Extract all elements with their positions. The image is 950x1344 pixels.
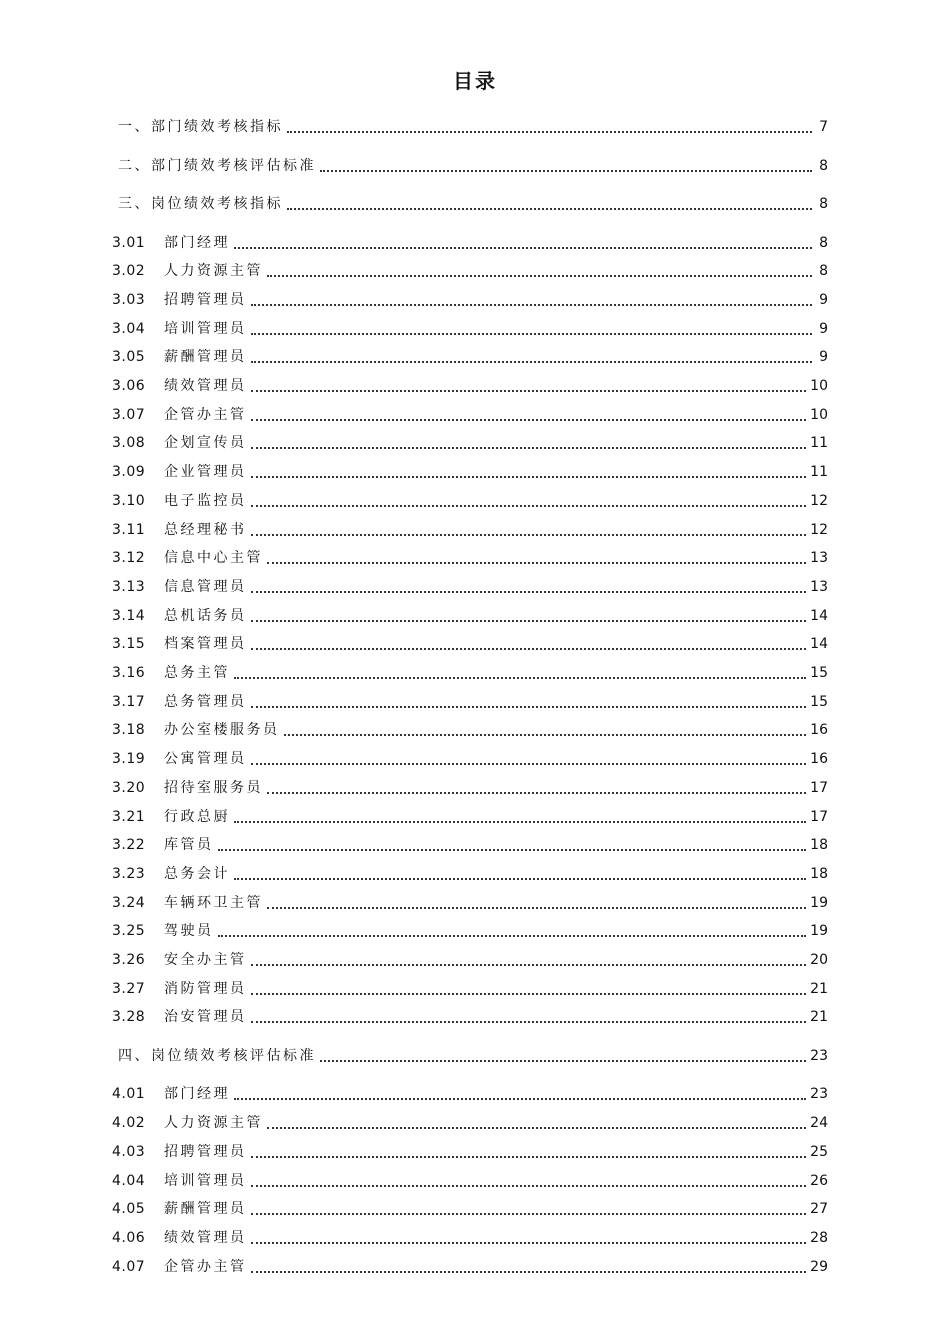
toc-entry-number: 3.02 bbox=[112, 263, 146, 280]
toc-entry-page-number: 10 bbox=[810, 378, 828, 394]
toc-entry-number: 3.21 bbox=[112, 808, 146, 825]
toc-entry-number: 4.02 bbox=[112, 1115, 146, 1132]
toc-entry[interactable] bbox=[112, 519, 828, 541]
toc-entry[interactable] bbox=[112, 346, 828, 368]
toc-entry[interactable] bbox=[112, 605, 828, 627]
dot-leader bbox=[251, 419, 807, 421]
toc-entry[interactable] bbox=[112, 1006, 828, 1028]
toc-entry-number: 3.28 bbox=[112, 1009, 146, 1026]
toc-entry-number: 4.03 bbox=[112, 1143, 146, 1160]
toc-entry[interactable] bbox=[112, 633, 828, 655]
toc-entry-label: 消防管理员 bbox=[164, 980, 247, 997]
toc-entry-label: 绩效管理员 bbox=[164, 1229, 247, 1246]
toc-entry-label: 办公室楼服务员 bbox=[164, 722, 280, 739]
toc-entry-page-number: 19 bbox=[810, 894, 828, 911]
toc-entry-label: 公寓管理员 bbox=[164, 751, 247, 768]
toc-entry-label: 企管办主管 bbox=[164, 1258, 247, 1275]
toc-entry-label: 企管办主管 bbox=[164, 406, 247, 423]
toc-entry-number: 3.05 bbox=[112, 349, 146, 366]
dot-leader bbox=[251, 620, 807, 622]
dot-leader bbox=[251, 1242, 807, 1244]
dot-leader bbox=[320, 170, 812, 172]
toc-entry-page-number: 23 bbox=[810, 1047, 828, 1064]
dot-leader bbox=[234, 247, 812, 249]
toc-entry[interactable] bbox=[112, 547, 828, 569]
toc-entry[interactable] bbox=[112, 719, 828, 741]
toc-entry-label: 安全办主管 bbox=[164, 952, 247, 968]
toc-entry-label: 驾驶员 bbox=[164, 923, 214, 940]
toc-entry[interactable] bbox=[112, 432, 828, 454]
toc-entry-page-number: 29 bbox=[810, 1258, 828, 1275]
toc-entry-page-number: 16 bbox=[810, 722, 828, 739]
toc-entry-label: 企划宣传员 bbox=[164, 435, 247, 452]
toc-entry-number: 3.16 bbox=[112, 665, 146, 681]
toc-entry-page-number: 13 bbox=[810, 550, 828, 567]
toc-entry-page-number: 13 bbox=[810, 578, 828, 595]
toc-entry-page-number: 25 bbox=[810, 1143, 828, 1160]
toc-entry-page-number: 12 bbox=[810, 521, 828, 538]
dot-leader bbox=[251, 1185, 807, 1187]
toc-entry-page-number: 16 bbox=[810, 751, 828, 768]
toc-entry-number: 3.06 bbox=[112, 378, 146, 394]
toc-entry[interactable] bbox=[112, 834, 828, 856]
dot-leader bbox=[251, 993, 807, 995]
dot-leader bbox=[234, 1098, 806, 1100]
dot-leader bbox=[267, 1127, 806, 1129]
toc-entry-label: 企业管理员 bbox=[164, 464, 247, 481]
toc-entry-label: 总务主管 bbox=[164, 665, 230, 681]
toc-entry[interactable] bbox=[112, 1256, 828, 1278]
toc-entry-label: 电子监控员 bbox=[164, 492, 247, 509]
toc-entry-label: 薪酬管理员 bbox=[164, 1201, 247, 1218]
toc-entry-label: 库管员 bbox=[164, 837, 214, 854]
toc-entry-page-number: 11 bbox=[810, 464, 828, 481]
toc-entry-number: 3.11 bbox=[112, 521, 146, 538]
toc-entry[interactable] bbox=[112, 260, 828, 282]
toc-section-entry[interactable] bbox=[118, 116, 828, 138]
toc-entry-label: 总务会计 bbox=[164, 865, 230, 882]
toc-entry[interactable] bbox=[112, 461, 828, 483]
dot-leader bbox=[251, 1213, 807, 1215]
toc-entry-page-number: 23 bbox=[810, 1086, 828, 1103]
toc-entry-number: 3.12 bbox=[112, 550, 146, 567]
toc-entry-number: 3.08 bbox=[112, 435, 146, 452]
toc-entry-label: 总务管理员 bbox=[164, 693, 247, 710]
toc-entry-number: 3.24 bbox=[112, 894, 146, 911]
toc-entry-number: 3.17 bbox=[112, 693, 146, 710]
toc-entry-page-number: 8 bbox=[819, 196, 828, 212]
toc-entry[interactable] bbox=[112, 576, 828, 598]
dot-leader bbox=[234, 821, 806, 823]
dot-leader bbox=[251, 534, 807, 536]
toc-section-entry[interactable] bbox=[118, 193, 828, 215]
toc-entry-page-number: 20 bbox=[810, 952, 828, 968]
toc-entry-page-number: 9 bbox=[819, 291, 828, 308]
toc-entry-number: 4.05 bbox=[112, 1201, 146, 1218]
toc-entry-number: 3.03 bbox=[112, 291, 146, 308]
toc-entry-number: 3.25 bbox=[112, 923, 146, 940]
toc-entry-label: 车辆环卫主管 bbox=[164, 894, 263, 911]
dot-leader bbox=[251, 648, 807, 650]
toc-entry-label: 薪酬管理员 bbox=[164, 349, 247, 366]
toc-entry-page-number: 15 bbox=[810, 665, 828, 681]
dot-leader bbox=[251, 964, 807, 966]
dot-leader bbox=[251, 505, 807, 507]
toc-entry[interactable] bbox=[112, 1141, 828, 1163]
toc-entry[interactable] bbox=[112, 232, 828, 254]
toc-entry-label: 四、岗位绩效考核评估标准 bbox=[118, 1047, 316, 1064]
toc-entry-page-number: 14 bbox=[810, 607, 828, 624]
toc-entry[interactable] bbox=[112, 318, 828, 340]
toc-entry-label: 信息中心主管 bbox=[164, 550, 263, 567]
dot-leader bbox=[251, 1271, 807, 1273]
toc-entry-page-number: 10 bbox=[810, 406, 828, 423]
toc-entry-page-number: 15 bbox=[810, 693, 828, 710]
dot-leader bbox=[287, 208, 812, 210]
toc-entry-number: 3.10 bbox=[112, 492, 146, 509]
toc-entry-number: 4.07 bbox=[112, 1258, 146, 1275]
toc-entry-label: 招聘管理员 bbox=[164, 1143, 247, 1160]
toc-entry[interactable] bbox=[112, 289, 828, 311]
toc-entry-page-number: 28 bbox=[810, 1229, 828, 1246]
toc-entry-page-number: 8 bbox=[819, 157, 828, 174]
toc-entry-number: 4.01 bbox=[112, 1086, 146, 1103]
dot-leader bbox=[251, 591, 807, 593]
toc-entry-label: 一、部门绩效考核指标 bbox=[118, 119, 283, 135]
toc-entry[interactable] bbox=[112, 1112, 828, 1134]
toc-entry-page-number: 18 bbox=[810, 865, 828, 882]
toc-entry[interactable] bbox=[112, 1083, 828, 1105]
toc-entry[interactable] bbox=[112, 1170, 828, 1192]
toc-entry[interactable] bbox=[112, 920, 828, 942]
toc-entry-label: 培训管理员 bbox=[164, 320, 247, 337]
toc-entry-label: 行政总厨 bbox=[164, 808, 230, 825]
dot-leader bbox=[267, 275, 812, 277]
toc-entry[interactable] bbox=[112, 748, 828, 770]
dot-leader bbox=[320, 1060, 806, 1062]
dot-leader bbox=[251, 706, 807, 708]
toc-entry[interactable] bbox=[112, 806, 828, 828]
dot-leader bbox=[267, 562, 806, 564]
toc-entry-page-number: 24 bbox=[810, 1115, 828, 1132]
dot-leader bbox=[234, 677, 806, 679]
toc-entry-page-number: 21 bbox=[810, 1009, 828, 1026]
dot-leader bbox=[267, 907, 806, 909]
toc-entry[interactable] bbox=[112, 662, 828, 684]
toc-entry-number: 3.20 bbox=[112, 779, 146, 796]
toc-entry-number: 3.01 bbox=[112, 234, 146, 251]
dot-leader bbox=[287, 131, 812, 133]
toc-entry-page-number: 21 bbox=[810, 980, 828, 997]
toc-entry-page-number: 9 bbox=[819, 320, 828, 337]
toc-entry-label: 部门经理 bbox=[164, 234, 230, 251]
toc-entry[interactable] bbox=[112, 777, 828, 799]
dot-leader bbox=[251, 447, 807, 449]
toc-entry-label: 三、岗位绩效考核指标 bbox=[118, 196, 283, 212]
toc-entry-page-number: 8 bbox=[819, 234, 828, 251]
toc-entry-page-number: 26 bbox=[810, 1172, 828, 1189]
toc-entry[interactable] bbox=[112, 691, 828, 713]
dot-leader bbox=[284, 734, 807, 736]
toc-entry-page-number: 17 bbox=[810, 779, 828, 796]
toc-entry-page-number: 17 bbox=[810, 808, 828, 825]
toc-entry-page-number: 14 bbox=[810, 636, 828, 653]
toc-entry-number: 3.19 bbox=[112, 751, 146, 768]
toc-entry-number: 3.09 bbox=[112, 464, 146, 481]
toc-entry-page-number: 7 bbox=[819, 119, 828, 135]
toc-entry-label: 总经理秘书 bbox=[164, 521, 247, 538]
dot-leader bbox=[251, 304, 813, 306]
dot-leader bbox=[267, 792, 806, 794]
toc-entry-page-number: 18 bbox=[810, 837, 828, 854]
toc-entry-page-number: 9 bbox=[819, 349, 828, 366]
toc-entry-label: 部门经理 bbox=[164, 1086, 230, 1103]
toc-entry-label: 总机话务员 bbox=[164, 607, 247, 624]
toc-entry[interactable] bbox=[112, 978, 828, 1000]
toc-entry-page-number: 27 bbox=[810, 1201, 828, 1218]
toc-entry[interactable] bbox=[112, 490, 828, 512]
toc-entry[interactable] bbox=[112, 404, 828, 426]
toc-entry-number: 3.23 bbox=[112, 865, 146, 882]
toc-entry-page-number: 11 bbox=[810, 435, 828, 452]
dot-leader bbox=[251, 476, 807, 478]
toc-entry[interactable] bbox=[112, 1227, 828, 1249]
toc-entry-number: 4.04 bbox=[112, 1172, 146, 1189]
toc-entry-number: 3.27 bbox=[112, 980, 146, 997]
toc-entry-number: 3.22 bbox=[112, 837, 146, 854]
toc-entry-label: 绩效管理员 bbox=[164, 378, 247, 394]
dot-leader bbox=[251, 361, 813, 363]
toc-entry-label: 信息管理员 bbox=[164, 578, 247, 595]
dot-leader bbox=[234, 878, 806, 880]
toc-entry-label: 招待室服务员 bbox=[164, 779, 263, 796]
toc-entry-label: 档案管理员 bbox=[164, 636, 247, 653]
toc-entry-label: 人力资源主管 bbox=[164, 1115, 263, 1132]
dot-leader bbox=[251, 1156, 807, 1158]
toc-entry-label: 二、部门绩效考核评估标准 bbox=[118, 157, 316, 174]
dot-leader bbox=[251, 333, 813, 335]
toc-entry[interactable] bbox=[112, 892, 828, 914]
toc-entry-number: 3.15 bbox=[112, 636, 146, 653]
toc-entry-number: 3.26 bbox=[112, 952, 146, 968]
toc-entry-page-number: 19 bbox=[810, 923, 828, 940]
toc-entry-label: 人力资源主管 bbox=[164, 263, 263, 280]
toc-entry[interactable] bbox=[112, 863, 828, 885]
toc-section-entry[interactable] bbox=[118, 1045, 828, 1067]
toc-entry[interactable] bbox=[112, 375, 828, 397]
toc-entry-number: 3.18 bbox=[112, 722, 146, 739]
dot-leader bbox=[218, 935, 807, 937]
toc-entry[interactable] bbox=[112, 1198, 828, 1220]
toc-entry-label: 治安管理员 bbox=[164, 1009, 247, 1026]
toc-title: 目录 bbox=[453, 69, 497, 93]
dot-leader bbox=[251, 763, 807, 765]
toc-entry-number: 3.13 bbox=[112, 578, 146, 595]
toc-entry-page-number: 12 bbox=[810, 492, 828, 509]
dot-leader bbox=[218, 849, 807, 851]
toc-entry-label: 培训管理员 bbox=[164, 1172, 247, 1189]
toc-entry-number: 3.04 bbox=[112, 320, 146, 337]
dot-leader bbox=[251, 390, 807, 392]
toc-section-entry[interactable] bbox=[118, 155, 828, 177]
toc-entry-label: 招聘管理员 bbox=[164, 291, 247, 308]
toc-entry-number: 4.06 bbox=[112, 1229, 146, 1246]
toc-entry-number: 3.14 bbox=[112, 607, 146, 624]
toc-entry-page-number: 8 bbox=[819, 263, 828, 280]
toc-entry-number: 3.07 bbox=[112, 406, 146, 423]
toc-entry[interactable] bbox=[112, 949, 828, 971]
dot-leader bbox=[251, 1021, 807, 1023]
